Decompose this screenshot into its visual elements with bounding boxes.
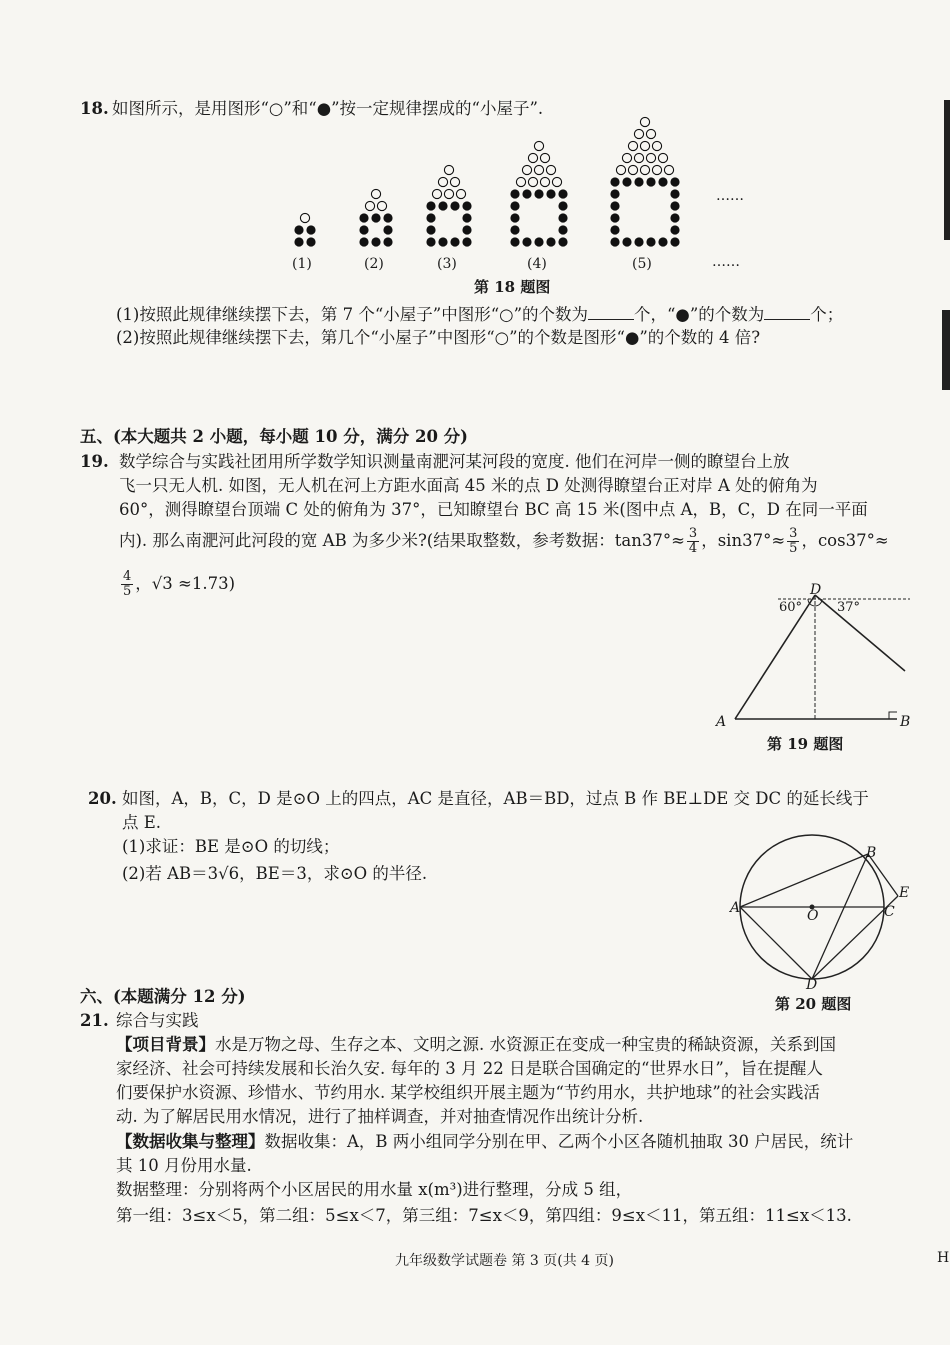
q18-ellipsis-bottom: ……: [712, 254, 740, 270]
solid-dot: [646, 177, 655, 186]
solid-dot: [610, 225, 619, 234]
solid-dot: [462, 225, 471, 234]
solid-dot: [510, 201, 519, 210]
solid-dot: [438, 237, 447, 246]
q19-frac-cos: [121, 570, 133, 599]
hollow-circle: [365, 201, 374, 210]
q18-label-2: (2): [364, 256, 384, 272]
solid-dot: [610, 189, 619, 198]
q20-chord-AB: [740, 854, 868, 907]
solid-dot: [558, 189, 567, 198]
solid-dot: [610, 237, 619, 246]
solid-dot: [438, 201, 447, 210]
solid-dot: [670, 225, 679, 234]
q21-bg1-text: 水是万物之母、生存之本、文明之源. 水资源正在变成一种宝贵的稀缺资源，关系到国: [215, 1035, 836, 1054]
hollow-circle: [546, 165, 555, 174]
solid-dot: [359, 225, 368, 234]
solid-dot: [670, 201, 679, 210]
solid-dot: [306, 225, 315, 234]
hollow-circle: [540, 153, 549, 162]
q19-line5-text: ，√3 ≈1.73): [135, 574, 236, 593]
q20-part2: (2)若 AB＝3√6，BE＝3，求⊙O 的半径.: [122, 864, 428, 883]
q18-part1-b: 个，“●”的个数为: [634, 305, 765, 324]
section5-header: 五、(本大题共 2 小题，每小题 10 分，满分 20 分): [80, 427, 468, 446]
hollow-circle: [664, 165, 673, 174]
page-corner-mark: H: [937, 1250, 950, 1266]
solid-dot: [558, 225, 567, 234]
q18-blank-2[interactable]: [764, 305, 810, 320]
q19-line4-a: 内). 那么南淝河此河段的宽 AB 为多少米?(结果取整数，参考数据：tan37°≈: [119, 531, 685, 550]
solid-dot: [359, 213, 368, 222]
hollow-circle: [432, 189, 441, 198]
solid-dot: [522, 237, 531, 246]
q18-part2: (2)按照此规律继续摆下去，第几个“小屋子”中图形“○”的个数是图形“●”的个数的 4 倍?: [116, 328, 761, 347]
solid-dot: [622, 237, 631, 246]
q19-frac-tan: [687, 527, 699, 556]
solid-dot: [670, 213, 679, 222]
edge-mark-bottom: [942, 310, 950, 390]
hollow-circle: [652, 141, 661, 150]
solid-dot: [371, 213, 380, 222]
solid-dot: [534, 237, 543, 246]
solid-dot: [462, 213, 471, 222]
hollow-circle: [628, 165, 637, 174]
hollow-circle: [450, 177, 459, 186]
solid-dot: [622, 177, 631, 186]
q21-data1-text: 数据收集：A，B 两小组同学分别在甲、乙两个小区各随机抽取 30 户居民，统计: [264, 1132, 854, 1151]
hollow-circle: [528, 153, 537, 162]
solid-dot: [510, 213, 519, 222]
q18-ellipsis-top: ……: [716, 188, 744, 204]
solid-dot: [426, 225, 435, 234]
q19-frac-sin-d: 5: [789, 541, 798, 556]
q21-bg2: 家经济、社会可持续发展和长治久安. 每年的 3 月 22 日是联合国确定的“世界水日”，旨在提醒人: [116, 1059, 823, 1078]
q20-line1: 如图，A，B，C，D 是⊙O 上的四点，AC 是直径，AB＝BD，过点 B 作 BE⊥DE 交 DC 的延长线于: [122, 789, 869, 808]
solid-dot: [371, 237, 380, 246]
q20-part1: (1)求证：BE 是⊙O 的切线；: [122, 837, 340, 856]
solid-dot: [670, 189, 679, 198]
q18-part1-a: (1)按照此规律继续摆下去，第 7 个“小屋子”中图形“○”的个数为: [116, 305, 588, 324]
solid-dot: [450, 201, 459, 210]
hollow-circle: [371, 189, 380, 198]
hollow-circle: [640, 165, 649, 174]
solid-dot: [646, 237, 655, 246]
q20-number: 20.: [88, 789, 117, 808]
q20-label-E: E: [899, 885, 910, 901]
q21-data1: [116, 1130, 853, 1154]
solid-dot: [426, 201, 435, 210]
solid-dot: [294, 225, 303, 234]
page-footer: 九年级数学试题卷 第 3 页(共 4 页): [395, 1253, 614, 1269]
q19-figure: [700, 575, 920, 735]
q20-label-B: B: [866, 845, 877, 861]
q18-part1-c: 个；: [810, 305, 844, 324]
solid-dot: [558, 237, 567, 246]
solid-dot: [294, 237, 303, 246]
q18-label-3: (3): [437, 256, 457, 272]
q19-line-DA: [735, 595, 815, 719]
q21-bg1: [116, 1033, 836, 1057]
hollow-circle: [534, 165, 543, 174]
hollow-circle: [622, 153, 631, 162]
section6-header: 六、(本题满分 12 分): [80, 987, 246, 1006]
edge-mark-top: [944, 100, 950, 240]
q18-label-1: (1): [292, 256, 312, 272]
q18-label-5: (5): [632, 256, 652, 272]
q21-bg3: 们要保护水资源、珍惜水、节约用水. 某学校组织开展主题为“节约用水，共护地球”的社会实践活: [116, 1083, 820, 1102]
q18-stem: 如图所示，是用图形“○”和“●”按一定规律摆成的“小屋子”.: [112, 99, 544, 118]
q19-frac-sin: [787, 527, 799, 556]
solid-dot: [522, 189, 531, 198]
hollow-circle: [516, 177, 525, 186]
hollow-circle: [377, 201, 386, 210]
solid-dot: [306, 237, 315, 246]
hollow-circle: [552, 177, 561, 186]
hollow-circle: [444, 165, 453, 174]
q20-caption: 第 20 题图: [775, 995, 852, 1013]
hollow-circle: [534, 141, 543, 150]
q19-line3: 60°，测得瞭望台顶端 C 处的俯角为 37°，已知瞭望台 BC 高 15 米(图中点 A，B，C，D 在同一平面: [119, 500, 868, 519]
solid-dot: [383, 213, 392, 222]
q19-frac-sin-n: 3: [789, 526, 798, 541]
solid-dot: [510, 189, 519, 198]
solid-dot: [546, 237, 555, 246]
q18-label-4: (4): [527, 256, 547, 272]
q19-label-B: B: [900, 714, 911, 730]
q19-line4-c: ，cos37°≈: [801, 531, 889, 550]
solid-dot: [383, 225, 392, 234]
hollow-circle: [640, 117, 649, 126]
hollow-circle: [522, 165, 531, 174]
solid-dot: [634, 177, 643, 186]
q20-label-A: A: [730, 900, 741, 916]
q19-label-A: A: [716, 714, 727, 730]
q21-data4: 第一组：3≤x＜5，第二组：5≤x＜7，第三组：7≤x＜9，第四组：9≤x＜11，第五组：11≤x＜13.: [116, 1206, 852, 1225]
q21-data2: 其 10 月份用水量.: [116, 1156, 252, 1175]
q19-number: 19.: [80, 452, 109, 471]
q20-label-D: D: [806, 977, 818, 993]
solid-dot: [658, 177, 667, 186]
hollow-circle: [640, 141, 649, 150]
solid-dot: [610, 201, 619, 210]
q18-part1: [116, 303, 843, 327]
q19-line4-b: ，sin37°≈: [701, 531, 786, 550]
q20-label-O: O: [807, 908, 819, 924]
q19-frac-tan-n: 3: [688, 526, 698, 541]
q19-line5: [119, 570, 235, 599]
solid-dot: [610, 213, 619, 222]
solid-dot: [546, 189, 555, 198]
hollow-circle: [456, 189, 465, 198]
q18-figure: [0, 0, 950, 300]
q19-line4: [119, 527, 889, 556]
solid-dot: [426, 237, 435, 246]
solid-dot: [426, 213, 435, 222]
q19-frac-cos-d: 5: [123, 584, 132, 599]
hollow-circle: [628, 141, 637, 150]
hollow-circle: [634, 129, 643, 138]
solid-dot: [634, 237, 643, 246]
hollow-circle: [646, 153, 655, 162]
hollow-circle: [300, 213, 309, 222]
solid-dot: [510, 225, 519, 234]
hollow-circle: [658, 153, 667, 162]
solid-dot: [450, 237, 459, 246]
q19-caption: 第 19 题图: [767, 735, 844, 753]
hollow-circle: [540, 177, 549, 186]
solid-dot: [670, 177, 679, 186]
solid-dot: [658, 237, 667, 246]
q19-angle60: 60°: [779, 600, 803, 615]
q18-blank-1[interactable]: [588, 305, 634, 320]
hollow-circle: [652, 165, 661, 174]
q21-number: 21.: [80, 1011, 109, 1030]
q19-right-angle: [889, 712, 897, 719]
q19-line1: 数学综合与实践社团用所学数学知识测量南淝河某河段的宽度. 他们在河岸一侧的瞭望台上放: [119, 452, 790, 471]
q21-bg4: 动. 为了解居民用水情况，进行了抽样调查，并对抽查情况作出统计分析.: [116, 1107, 644, 1126]
q20-chord-AD: [740, 907, 812, 979]
solid-dot: [462, 201, 471, 210]
hollow-circle: [616, 165, 625, 174]
q19-label-D: D: [810, 582, 822, 598]
hollow-circle: [528, 177, 537, 186]
hollow-circle: [438, 177, 447, 186]
q19-line2: 飞一只无人机. 如图，无人机在河上方距水面高 45 米的点 D 处测得瞭望台正对岸 A 处的俯角为: [119, 476, 818, 495]
solid-dot: [359, 237, 368, 246]
q19-frac-cos-n: 4: [123, 569, 132, 584]
hollow-circle: [646, 129, 655, 138]
q21-data-tag: 【数据收集与整理】: [116, 1132, 265, 1151]
solid-dot: [670, 237, 679, 246]
q20-line2: 点 E.: [122, 813, 162, 832]
hollow-circle: [444, 189, 453, 198]
solid-dot: [534, 189, 543, 198]
q20-label-C: C: [884, 904, 895, 920]
solid-dot: [558, 213, 567, 222]
solid-dot: [383, 237, 392, 246]
solid-dot: [610, 177, 619, 186]
solid-dot: [510, 237, 519, 246]
q21-title: 综合与实践: [116, 1011, 199, 1030]
solid-dot: [558, 201, 567, 210]
q19-angle37: 37°: [837, 600, 861, 615]
q18-caption: 第 18 题图: [474, 278, 551, 296]
q19-frac-tan-d: 4: [688, 541, 698, 556]
solid-dot: [462, 237, 471, 246]
q18-number: 18.: [80, 99, 109, 118]
q21-bg-tag: 【项目背景】: [116, 1035, 215, 1054]
q21-data3: 数据整理：分别将两个小区居民的用水量 x(m³)进行整理，分成 5 组，: [116, 1180, 633, 1199]
hollow-circle: [634, 153, 643, 162]
